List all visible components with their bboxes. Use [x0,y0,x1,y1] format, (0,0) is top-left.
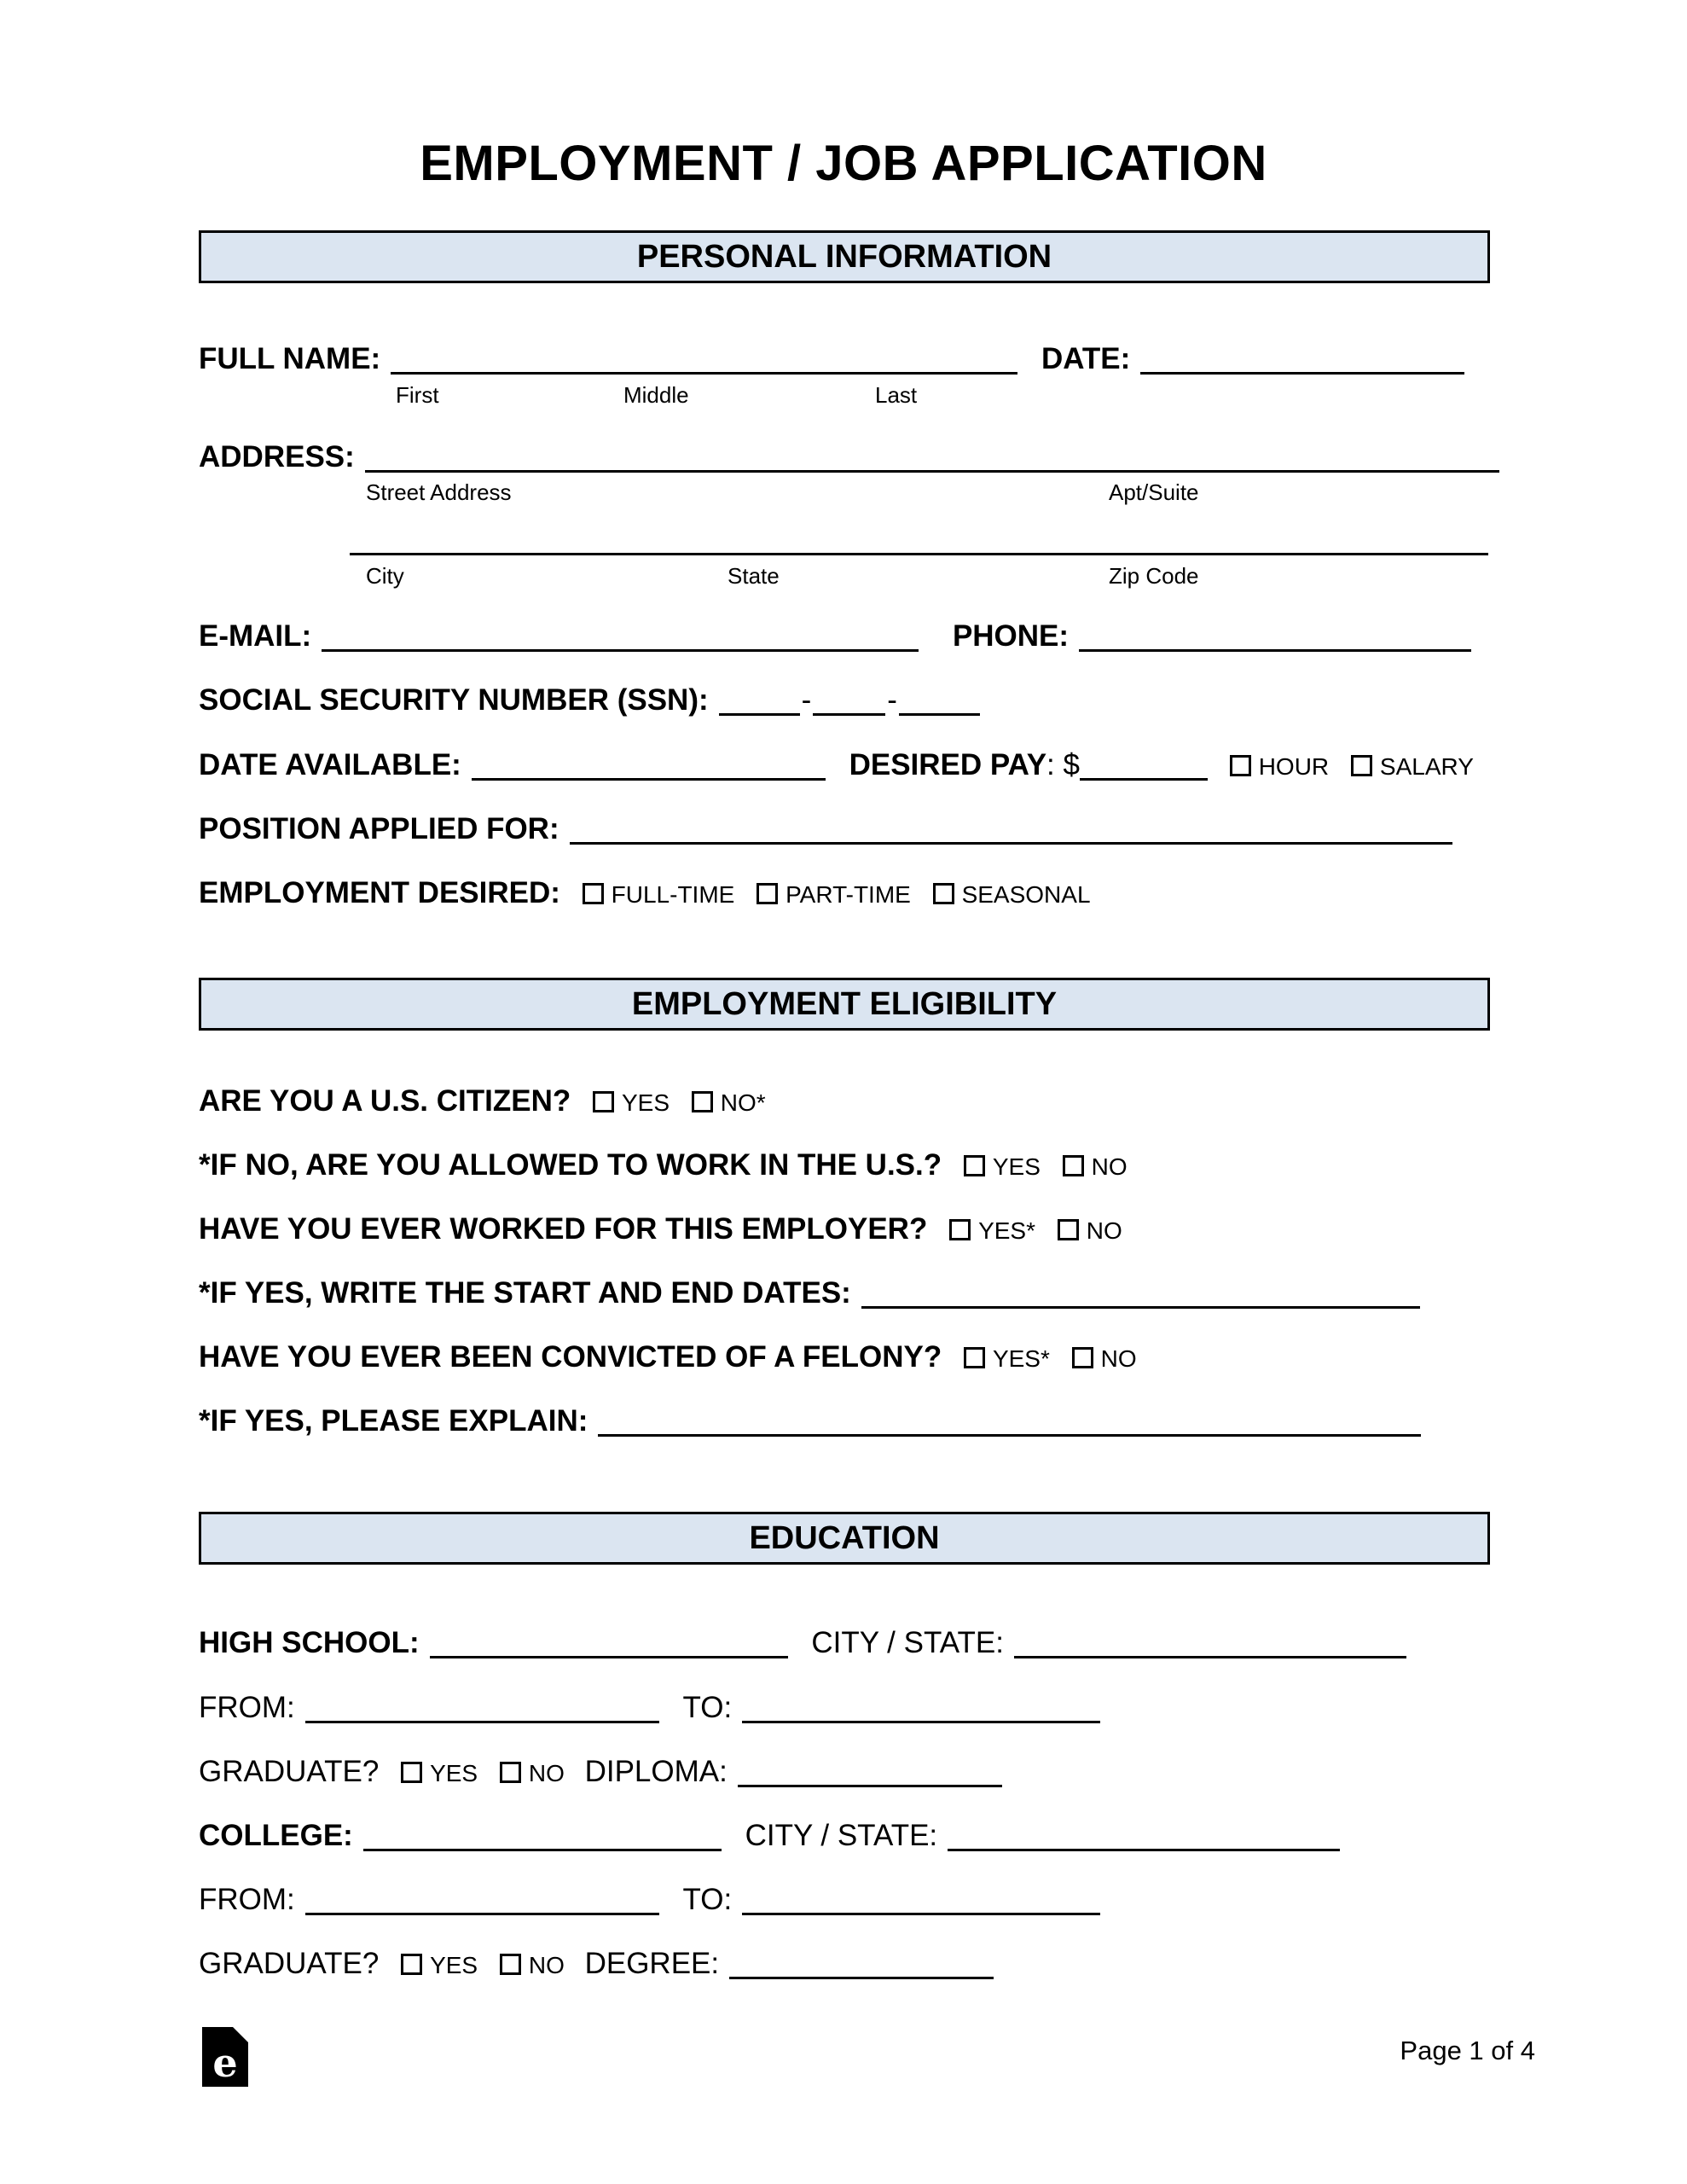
college-graduate-row [199,1946,1495,1982]
page-title: EMPLOYMENT / JOB APPLICATION [420,136,1267,191]
date-available-field[interactable] [472,778,826,781]
felony-explain-row [199,1403,1495,1439]
date-label: DATE: [1041,342,1131,375]
salary-option-label: SALARY [1379,753,1474,780]
felony-no-label: NO [1100,1345,1137,1372]
section-header-personal-information: PERSONAL INFORMATION [199,230,1490,283]
felony-question-row [199,1339,1495,1375]
section-header-education: EDUCATION [199,1512,1490,1565]
allowed-no-checkbox[interactable] [1063,1155,1084,1176]
start-end-dates-row [199,1275,1495,1311]
college-dates-row [199,1882,1495,1918]
phone-label: PHONE: [952,619,1070,653]
address-label: ADDRESS: [199,440,355,473]
sublabel-street-address: Street Address [366,479,512,505]
hour-option-label: HOUR [1258,753,1330,780]
ssn-field-3[interactable] [899,713,980,716]
felony-yes-label: YES* [992,1345,1050,1372]
full-name-field[interactable] [391,372,1017,375]
college-graduate-yes-checkbox[interactable] [401,1954,422,1975]
hs-city-state-label: CITY / STATE: [811,1626,1004,1659]
logo-letter: e [212,2040,238,2086]
section-header-employment-eligibility: EMPLOYMENT ELIGIBILITY [199,978,1490,1031]
desired-pay-suffix: : $ [1046,748,1080,781]
hs-from-label: FROM: [199,1691,295,1724]
start-end-dates-field[interactable] [861,1306,1420,1309]
email-phone-row [199,619,1495,654]
email-field[interactable] [322,649,919,652]
college-graduate-label: GRADUATE? [199,1947,380,1980]
hs-graduate-yes-checkbox[interactable] [401,1762,422,1783]
high-school-label: HIGH SCHOOL: [199,1626,420,1659]
high-school-field[interactable] [430,1656,788,1658]
desired-pay-label: DESIRED PAY [849,748,1047,781]
worked-no-checkbox[interactable] [1058,1219,1079,1240]
college-row [199,1818,1495,1854]
high-school-dates-row [199,1690,1495,1726]
date-available-label: DATE AVAILABLE: [199,748,461,781]
college-label: COLLEGE: [199,1819,353,1852]
position-applied-label: POSITION APPLIED FOR: [199,812,559,845]
email-label: E-MAIL: [199,619,312,653]
high-school-graduate-row [199,1754,1495,1790]
position-row [199,811,1495,847]
ssn-separator-2: - [887,683,897,717]
hs-graduate-no-label: NO [528,1760,565,1786]
start-end-dates-label: *IF YES, WRITE THE START AND END DATES: [199,1276,851,1310]
hs-graduate-label: GRADUATE? [199,1755,380,1788]
hs-to-field[interactable] [742,1721,1100,1723]
college-from-field[interactable] [305,1913,659,1915]
citizen-yes-checkbox[interactable] [593,1091,614,1112]
worked-yes-label: YES* [978,1217,1036,1244]
degree-field[interactable] [729,1977,994,1979]
sublabel-middle: Middle [623,382,689,408]
felony-yes-checkbox[interactable] [964,1347,985,1368]
allowed-to-work-label: *IF NO, ARE YOU ALLOWED TO WORK IN THE U.S.? [199,1148,942,1182]
allowed-yes-checkbox[interactable] [964,1155,985,1176]
hs-city-state-field[interactable] [1014,1656,1406,1658]
part-time-checkbox[interactable] [757,883,778,904]
date-field[interactable] [1140,372,1464,375]
hs-to-label: TO: [682,1691,733,1724]
employment-desired-label: EMPLOYMENT DESIRED: [199,876,560,909]
hs-graduate-yes-label: YES [430,1760,478,1786]
ssn-separator-1: - [801,683,812,717]
citizen-question-row [199,1083,1495,1119]
worked-no-label: NO [1086,1217,1122,1244]
ssn-label: SOCIAL SECURITY NUMBER (SSN): [199,683,709,717]
sublabel-first: First [396,382,439,408]
hour-checkbox[interactable] [1230,755,1251,776]
allowed-to-work-question-row [199,1147,1495,1183]
citizen-question-label: ARE YOU A U.S. CITIZEN? [199,1084,571,1118]
seasonal-checkbox[interactable] [933,883,954,904]
sublabel-zip-code: Zip Code [1109,563,1199,589]
ssn-field-2[interactable] [813,713,885,716]
hs-graduate-no-checkbox[interactable] [500,1762,521,1783]
city-state-zip-field[interactable] [350,553,1488,555]
salary-checkbox[interactable] [1351,755,1372,776]
desired-pay-field[interactable] [1080,778,1208,781]
citizen-no-label: NO* [720,1089,766,1116]
felony-question-label: HAVE YOU EVER BEEN CONVICTED OF A FELONY? [199,1340,942,1374]
worked-yes-checkbox[interactable] [949,1219,971,1240]
degree-label: DEGREE: [584,1947,720,1980]
college-graduate-no-label: NO [528,1952,565,1978]
college-to-field[interactable] [742,1913,1100,1915]
college-to-label: TO: [682,1883,733,1916]
full-time-option-label: FULL-TIME [611,881,735,908]
sublabel-last: Last [875,382,918,408]
diploma-field[interactable] [738,1785,1002,1787]
seasonal-option-label: SEASONAL [961,881,1091,908]
sublabel-apt-suite: Apt/Suite [1109,479,1199,505]
college-graduate-yes-label: YES [430,1952,478,1978]
college-graduate-no-checkbox[interactable] [500,1954,521,1975]
college-from-label: FROM: [199,1883,295,1916]
sublabel-state: State [728,563,780,589]
phone-field[interactable] [1079,649,1471,652]
address-row-2 [199,522,1495,558]
diploma-label: DIPLOMA: [584,1755,728,1788]
college-city-state-field[interactable] [948,1849,1340,1851]
high-school-row [199,1625,1495,1661]
allowed-no-label: NO [1091,1153,1128,1180]
college-field[interactable] [363,1849,722,1851]
college-city-state-label: CITY / STATE: [745,1819,938,1852]
felony-no-checkbox[interactable] [1072,1347,1093,1368]
employment-desired-row [199,875,1495,911]
position-applied-field[interactable] [570,842,1452,845]
full-time-checkbox[interactable] [583,883,604,904]
ssn-field-1[interactable] [719,713,800,716]
citizen-no-checkbox[interactable] [692,1091,713,1112]
eforms-logo-icon [202,2027,248,2087]
ssn-row [199,682,1495,718]
worked-before-label: HAVE YOU EVER WORKED FOR THIS EMPLOYER? [199,1212,928,1246]
allowed-yes-label: YES [992,1153,1041,1180]
page-number: Page 1 of 4 [1400,2036,1535,2065]
felony-explain-field[interactable] [598,1434,1421,1437]
full-name-label: FULL NAME: [199,342,381,375]
sublabel-city: City [366,563,404,589]
date-available-row [199,747,1495,783]
hs-from-field[interactable] [305,1721,659,1723]
address-row [199,439,1495,475]
full-name-row [199,341,1495,377]
citizen-yes-label: YES [621,1089,670,1116]
worked-before-question-row [199,1211,1495,1247]
street-address-field[interactable] [365,470,1499,473]
felony-explain-label: *IF YES, PLEASE EXPLAIN: [199,1404,588,1438]
part-time-option-label: PART-TIME [786,881,911,908]
